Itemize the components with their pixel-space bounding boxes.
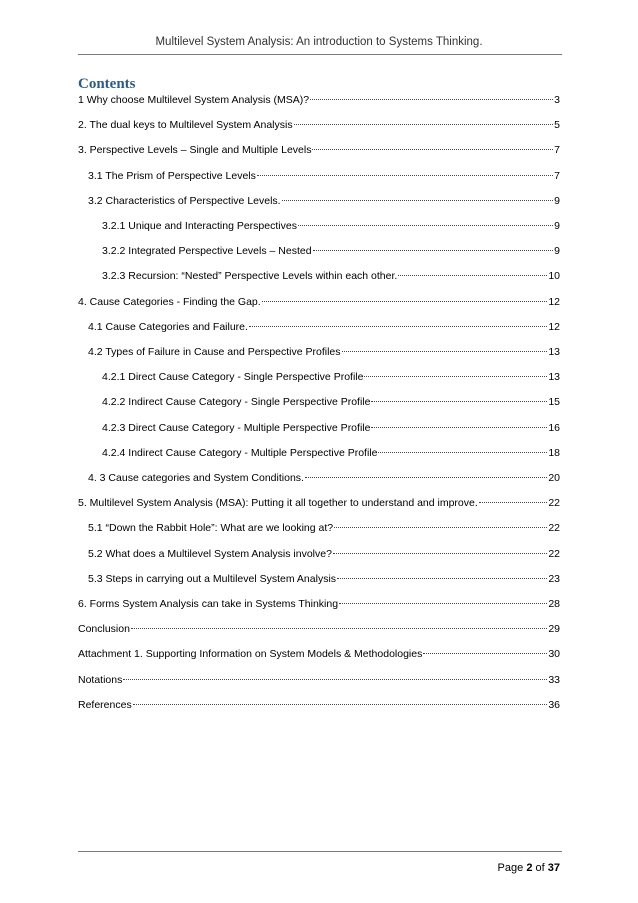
toc-entry[interactable]	[78, 195, 560, 211]
toc-entry-label: 1 Why choose Multilevel System Analysis (MSA)?	[78, 94, 310, 106]
toc-entry[interactable]	[78, 245, 560, 261]
toc-entry-label: 2. The dual keys to Multilevel System Analysis	[78, 119, 293, 132]
toc-entry-page: 13	[548, 346, 560, 358]
page-number-footer	[498, 862, 560, 874]
toc-entry[interactable]	[78, 548, 560, 564]
toc-entry-label: 5.1 “Down the Rabbit Hole”: What are we looking at?	[88, 522, 334, 535]
running-header: Multilevel System Analysis: An introduction to Systems Thinking.	[155, 36, 483, 48]
toc-dot-leader	[313, 250, 554, 251]
toc-entry[interactable]	[78, 522, 560, 538]
footer-rule	[78, 851, 562, 852]
toc-entry[interactable]	[78, 321, 560, 337]
toc-dot-leader	[133, 704, 548, 705]
toc-entry-page: 16	[548, 421, 560, 434]
toc-entry-label: 4. 3 Cause categories and System Conditions.	[88, 472, 304, 484]
toc-entry[interactable]	[78, 623, 560, 639]
toc-entry[interactable]	[78, 598, 560, 614]
toc-entry[interactable]	[78, 144, 560, 160]
toc-entry-label: References	[78, 698, 132, 711]
header-rule	[78, 54, 562, 55]
toc-dot-leader	[305, 477, 547, 478]
toc-dot-leader	[257, 175, 553, 176]
toc-entry-label: 4.2.3 Direct Cause Category - Multiple Perspective Profile	[102, 421, 371, 434]
toc-entry[interactable]	[78, 573, 560, 589]
toc-dot-leader	[310, 99, 553, 100]
of-word: of	[535, 862, 545, 874]
toc-entry-page: 9	[554, 194, 560, 207]
toc-dot-leader	[282, 200, 554, 201]
toc-entry[interactable]	[78, 270, 560, 286]
toc-entry-label: 4.1 Cause Categories and Failure.	[88, 320, 248, 333]
toc-entry[interactable]	[78, 371, 560, 387]
toc-entry-label: 3.2.2 Integrated Perspective Levels – Nested	[102, 245, 312, 258]
toc-entry[interactable]	[78, 220, 560, 236]
toc-dot-leader	[298, 225, 553, 226]
toc-dot-leader	[339, 603, 547, 604]
toc-entry-page: 22	[548, 547, 560, 560]
toc-entry-page: 7	[554, 169, 560, 182]
toc-dot-leader	[262, 301, 548, 302]
toc-entry-page: 22	[548, 522, 560, 535]
toc-entry-page: 9	[554, 245, 560, 258]
toc-entry-label: 3.1 The Prism of Perspective Levels	[88, 169, 256, 182]
toc-entry-page: 20	[548, 472, 560, 484]
page-word: Page	[497, 862, 524, 874]
toc-dot-leader	[312, 149, 553, 150]
toc-dot-leader	[371, 427, 547, 428]
toc-entry[interactable]	[78, 296, 560, 312]
toc-entry[interactable]	[78, 346, 560, 362]
toc-entry-label: 4.2.4 Indirect Cause Category - Multiple Perspective Profile	[102, 446, 378, 459]
toc-entry[interactable]	[78, 497, 560, 513]
toc-entry-label: 4.2.1 Direct Cause Category - Single Perspective Profile	[102, 371, 364, 384]
toc-entry-page: 29	[548, 623, 560, 636]
toc-dot-leader	[131, 628, 547, 629]
toc-dot-leader	[123, 679, 547, 680]
toc-entry-label: 4.2 Types of Failure in Cause and Perspective Profiles	[88, 346, 341, 358]
toc-dot-leader	[479, 502, 548, 503]
toc-dot-leader	[342, 351, 548, 352]
toc-entry-page: 10	[548, 270, 560, 283]
toc-entry-page: 3	[554, 94, 560, 106]
toc-entry-label: Conclusion	[78, 623, 130, 636]
toc-dot-leader	[334, 527, 547, 528]
toc-entry-label: 3. Perspective Levels – Single and Multiple Levels	[78, 144, 312, 157]
toc-entry-label: 3.2.1 Unique and Interacting Perspectives	[102, 220, 297, 232]
toc-dot-leader	[364, 376, 547, 377]
toc-dot-leader	[371, 401, 547, 402]
toc-entry-page: 36	[548, 698, 560, 711]
toc-entry-label: 3.2.3 Recursion: “Nested” Perspective Levels within each other.	[102, 270, 398, 283]
toc-entry[interactable]	[78, 422, 560, 438]
toc-dot-leader	[423, 653, 547, 654]
toc-entry-page: 30	[548, 648, 560, 661]
total-pages: 37	[547, 862, 560, 874]
toc-entry[interactable]	[78, 674, 560, 690]
toc-entry-page: 15	[548, 396, 560, 409]
toc-entry-label: Attachment 1. Supporting Information on System Models & Methodologies	[78, 648, 423, 661]
toc-entry-page: 12	[548, 320, 560, 333]
toc-entry[interactable]	[78, 447, 560, 463]
toc-entry-page: 18	[548, 446, 560, 459]
toc-entry[interactable]	[78, 648, 560, 664]
toc-dot-leader	[294, 124, 554, 125]
toc-entry-label: 5.3 Steps in carrying out a Multilevel System Analysis	[88, 572, 337, 585]
contents-heading: Contents	[78, 76, 136, 92]
toc-entry-page: 28	[548, 598, 560, 610]
toc-entry[interactable]	[78, 170, 560, 186]
toc-entry-label: 6. Forms System Analysis can take in Systems Thinking	[78, 598, 339, 610]
toc-entry-page: 13	[548, 371, 560, 384]
toc-entry[interactable]	[78, 94, 560, 110]
toc-entry-page: 5	[554, 119, 560, 132]
toc-entry-page: 9	[554, 220, 560, 232]
current-page-number: 2	[526, 862, 533, 874]
toc-entry-label: 5. Multilevel System Analysis (MSA): Putting it all together to understand and improve.	[78, 497, 478, 510]
toc-entry[interactable]	[78, 119, 560, 135]
toc-entry-page: 23	[548, 572, 560, 585]
toc-dot-leader	[398, 275, 547, 276]
toc-dot-leader	[249, 326, 547, 327]
toc-entry-page: 7	[554, 144, 560, 157]
toc-entry-label: Notations	[78, 673, 123, 686]
toc-dot-leader	[333, 553, 547, 554]
toc-entry-label: 5.2 What does a Multilevel System Analysis involve?	[88, 547, 332, 560]
toc-dot-leader	[337, 578, 547, 579]
toc-entry-page: 22	[548, 497, 560, 510]
toc-entry-label: 3.2 Characteristics of Perspective Levels.	[88, 194, 281, 207]
toc-entry-label: 4. Cause Categories - Finding the Gap.	[78, 295, 261, 308]
toc-entry-page: 12	[548, 295, 560, 308]
toc-entry-label: 4.2.2 Indirect Cause Category - Single Perspective Profile	[102, 396, 371, 409]
toc-dot-leader	[378, 452, 547, 453]
toc-entry[interactable]	[78, 396, 560, 412]
toc-entry[interactable]	[78, 699, 560, 715]
toc-entry[interactable]	[78, 472, 560, 488]
toc-entry-page: 33	[548, 673, 560, 686]
